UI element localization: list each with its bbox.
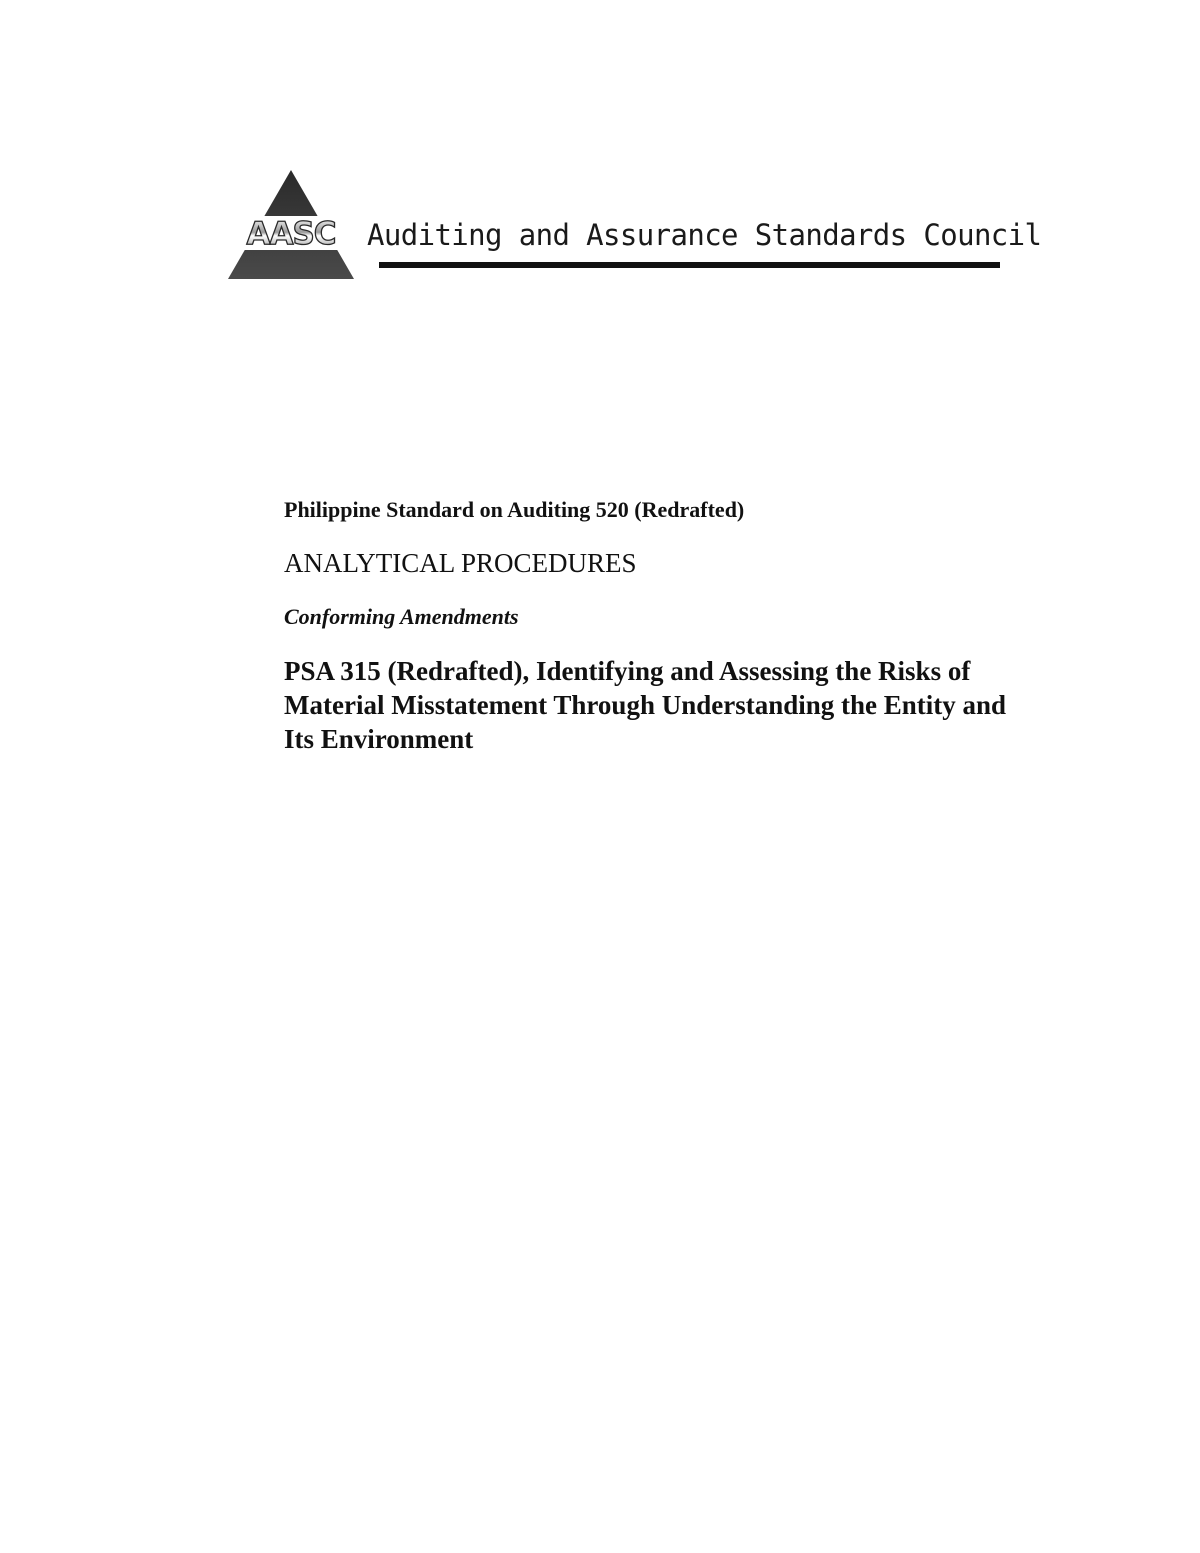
section-label: Conforming Amendments — [284, 604, 519, 629]
logo-text: AASC — [246, 216, 336, 252]
amendment-title: PSA 315 (Redrafted), Identifying and Assessing the Risks of Material Misstatement Through Understanding the Entity and Its Environment — [284, 656, 1007, 754]
header-divider — [379, 262, 1000, 268]
document-title: ANALYTICAL PROCEDURES — [284, 548, 637, 578]
organization-name: Auditing and Assurance Standards Council — [367, 218, 1042, 252]
aasc-logo-icon — [226, 168, 356, 281]
letterhead — [226, 168, 1042, 283]
title-block — [284, 494, 1024, 756]
standard-name: Philippine Standard on Auditing 520 (Redrafted) — [284, 497, 745, 522]
